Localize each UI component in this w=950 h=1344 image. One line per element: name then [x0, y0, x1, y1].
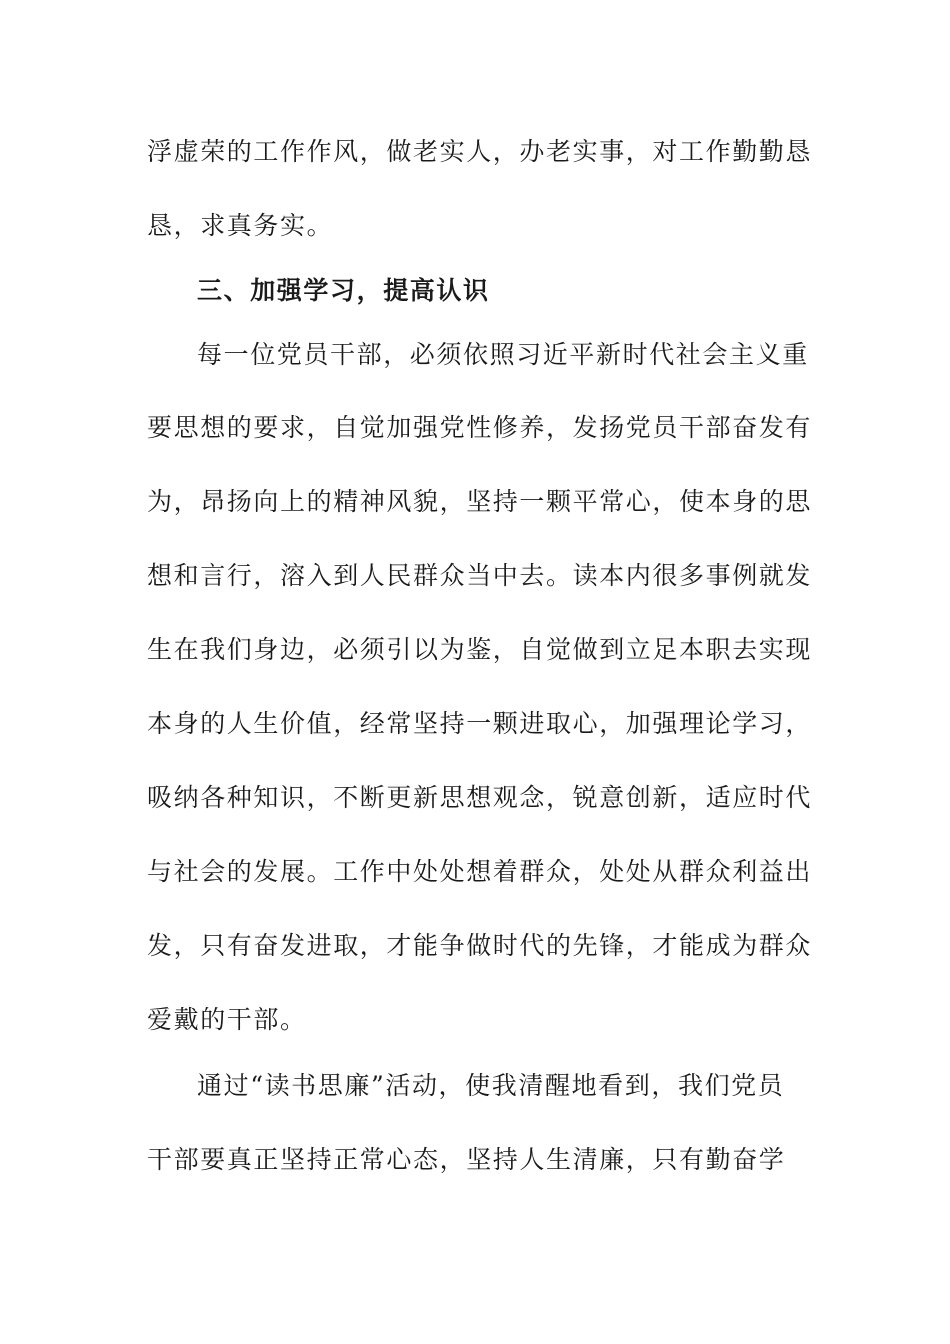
paragraph-line: 干部要真正坚持正常心态，坚持人生清廉，只有勤奋学 [147, 1145, 786, 1174]
paragraph-line: 浮虚荣的工作作风，做老实人，办老实事，对工作勤勤恳 [147, 137, 813, 166]
paragraph-line: 本身的人生价值，经常坚持一颗进取心，加强理论学习， [147, 709, 813, 738]
paragraph-line: 想和言行，溶入到人民群众当中去。读本内很多事例就发 [147, 561, 813, 590]
paragraph-line: 恳，求真务实。 [147, 211, 334, 240]
paragraph-line: 通过“读书思廉”活动，使我清醒地看到，我们党员 [197, 1071, 785, 1100]
paragraph-line: 生在我们身边，必须引以为鉴，自觉做到立足本职去实现 [147, 635, 813, 664]
paragraph-line: 要思想的要求，自觉加强党性修养，发扬党员干部奋发有 [147, 413, 813, 442]
paragraph-line: 发，只有奋发进取，才能争做时代的先锋，才能成为群众 [147, 931, 813, 960]
section-heading: 三、加强学习，提高认识 [197, 276, 490, 305]
paragraph-line: 吸纳各种知识，不断更新思想观念，锐意创新，适应时代 [147, 783, 813, 812]
paragraph-line: 为，昂扬向上的精神风貌，坚持一颗平常心，使本身的思 [147, 487, 813, 516]
paragraph-line: 爱戴的干部。 [147, 1005, 307, 1034]
paragraph-line: 与社会的发展。工作中处处想着群众，处处从群众利益出 [147, 857, 813, 886]
paragraph-line: 每一位党员干部，必须依照习近平新时代社会主义重 [197, 340, 809, 369]
